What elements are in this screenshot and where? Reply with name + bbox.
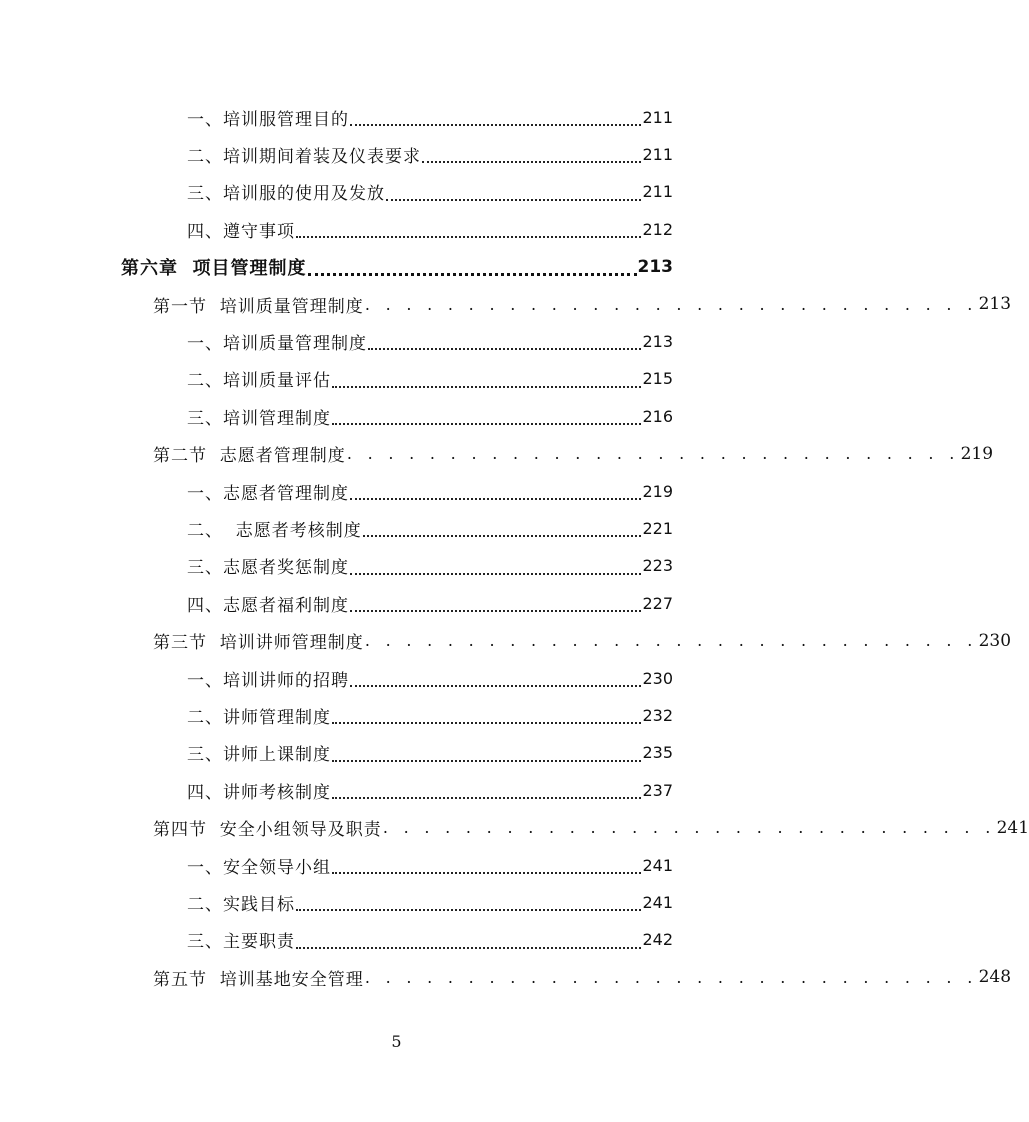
toc-page-number: 211	[642, 182, 673, 202]
toc-page-number: 223	[642, 556, 673, 576]
toc-page-number: 227	[642, 593, 673, 613]
toc-entry-title: 二、培训质量评估	[187, 371, 331, 392]
toc-page-number: 213	[642, 331, 673, 351]
toc-page-number: 241	[642, 855, 673, 875]
toc-page-number: 213	[978, 294, 1012, 314]
toc-entry-title: 第四节 安全小组领导及职责	[153, 820, 382, 841]
toc-dot-leader	[332, 372, 641, 388]
toc-subsection-entry[interactable]	[187, 775, 673, 805]
toc-page-number: 230	[642, 668, 673, 688]
toc-page-number: 215	[642, 369, 673, 389]
toc-subsection-entry[interactable]	[187, 887, 673, 917]
toc-dot-leader	[350, 596, 641, 612]
toc-dot-leader	[332, 858, 641, 874]
toc-dot-leader	[368, 334, 641, 350]
toc-page-number: 237	[642, 780, 673, 800]
toc-dot-leader	[332, 783, 641, 799]
toc-section-entry[interactable]	[153, 289, 1012, 319]
toc-dot-leader	[296, 933, 641, 949]
toc-subsection-entry[interactable]	[187, 177, 673, 207]
toc-entry-title: 三、志愿者奖惩制度	[187, 558, 349, 579]
toc-subsection-entry[interactable]	[187, 850, 673, 880]
toc-subsection-entry[interactable]	[187, 663, 673, 693]
toc-page-number: 235	[642, 743, 673, 763]
toc-entry-title: 三、培训服的使用及发放	[187, 184, 385, 205]
toc-section-entry[interactable]	[153, 962, 1012, 992]
toc-dot-leader	[422, 147, 641, 163]
toc-entry-title: 二、讲师管理制度	[187, 707, 331, 728]
toc-dot-leader: . . . . . . . . . . . . . . . . . . . . . . . . . . . . . .	[364, 294, 978, 314]
toc-section-entry[interactable]	[153, 813, 1029, 843]
toc-page-number: 241	[642, 892, 673, 912]
toc-subsection-entry[interactable]	[187, 326, 673, 356]
toc-page-number: 241	[996, 817, 1029, 838]
toc-dot-leader	[332, 409, 641, 425]
toc-page-number: 242	[642, 930, 673, 950]
toc-entry-title: 四、志愿者福利制度	[187, 595, 349, 616]
toc-subsection-entry[interactable]	[187, 551, 673, 581]
toc-dot-leader	[332, 746, 641, 762]
toc-subsection-entry[interactable]	[187, 925, 673, 955]
toc-page-number: 232	[642, 705, 673, 725]
toc-entry-title: 一、志愿者管理制度	[187, 483, 349, 504]
toc-page-number: 219	[960, 443, 994, 464]
toc-dot-leader	[350, 484, 641, 500]
toc-entry-title: 二、 志愿者考核制度	[187, 520, 362, 541]
toc-entry-title: 一、培训服管理目的	[187, 109, 349, 130]
toc-dot-leader	[350, 559, 641, 575]
toc-dot-leader: . . . . . . . . . . . . . . . . . . . . . . . . . . . . . .	[346, 444, 960, 464]
toc-dot-leader: . . . . . . . . . . . . . . . . . . . . . . . . . . . . . .	[382, 818, 996, 838]
toc-page-number: 230	[978, 630, 1012, 651]
toc-section-entry[interactable]	[153, 439, 994, 469]
toc-entry-title: 一、培训讲师的招聘	[187, 670, 349, 691]
toc-subsection-entry[interactable]	[187, 700, 673, 730]
toc-entry-title: 四、讲师考核制度	[187, 782, 331, 803]
toc-dot-leader	[386, 185, 641, 201]
toc-page-number: 211	[642, 107, 673, 127]
toc-entry-title: 二、实践目标	[187, 894, 295, 915]
toc-entry-title: 二、培训期间着装及仪表要求	[187, 146, 421, 167]
toc-entry-title: 三、培训管理制度	[187, 408, 331, 429]
toc-subsection-entry[interactable]	[187, 738, 673, 768]
toc-page-number: 211	[642, 144, 673, 164]
toc-subsection-entry[interactable]	[187, 139, 673, 169]
toc-entry-title: 第一节 培训质量管理制度	[153, 296, 364, 317]
toc-subsection-entry[interactable]	[187, 476, 673, 506]
toc-entry-title: 第三节 培训讲师管理制度	[153, 633, 364, 654]
toc-subsection-entry[interactable]	[187, 214, 673, 244]
toc-entry-title: 一、安全领导小组	[187, 857, 331, 878]
toc-entry-title: 第六章 项目管理制度	[121, 257, 307, 279]
toc-dot-leader: . . . . . . . . . . . . . . . . . . . . . . . . . . . . . .	[364, 631, 978, 651]
toc-dot-leader	[332, 708, 641, 724]
toc-page-number: 212	[642, 219, 673, 239]
toc-entry-title: 三、主要职责	[187, 932, 295, 953]
toc-chapter-entry[interactable]	[121, 252, 673, 282]
toc-dot-leader	[350, 671, 641, 687]
toc-entry-title: 四、遵守事项	[187, 221, 295, 242]
toc-entry-title: 第二节 志愿者管理制度	[153, 446, 346, 467]
toc-subsection-entry[interactable]	[187, 401, 673, 431]
toc-dot-leader	[296, 895, 641, 911]
toc-page-number: 216	[642, 406, 673, 426]
toc-subsection-entry[interactable]	[187, 588, 673, 618]
toc-section-entry[interactable]	[153, 626, 1012, 656]
toc-dot-leader	[308, 259, 637, 276]
toc-dot-leader	[363, 521, 642, 537]
toc-dot-leader	[296, 222, 641, 238]
toc-dot-leader: . . . . . . . . . . . . . . . . . . . . . . . . . . . . . .	[364, 967, 978, 987]
toc-subsection-entry[interactable]	[187, 513, 673, 543]
toc-dot-leader	[350, 110, 641, 126]
toc-entry-title: 一、培训质量管理制度	[187, 333, 367, 354]
toc-subsection-entry[interactable]	[187, 102, 673, 132]
page-number: 5	[391, 1032, 402, 1051]
toc-page-number: 248	[978, 967, 1012, 988]
toc-page-number: 219	[642, 481, 673, 501]
toc-page-number: 221	[642, 518, 673, 538]
toc-subsection-entry[interactable]	[187, 364, 673, 394]
toc-entry-title: 三、讲师上课制度	[187, 745, 331, 766]
toc-entry-title: 第五节 培训基地安全管理	[153, 969, 364, 990]
toc-page-number: 213	[637, 256, 673, 277]
